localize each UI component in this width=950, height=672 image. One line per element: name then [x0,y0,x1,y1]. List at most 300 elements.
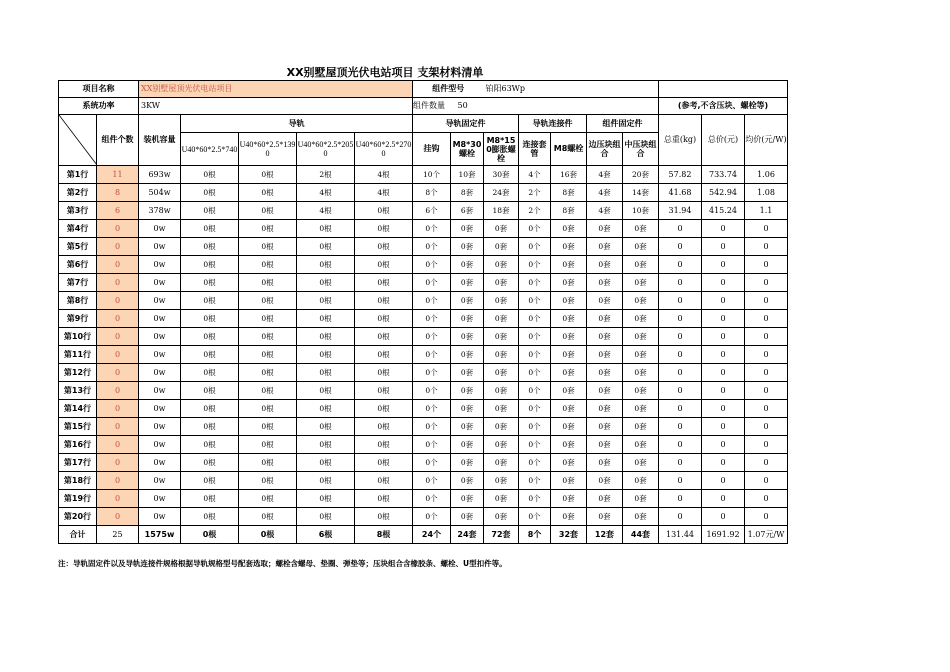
cell-rail-1390: 0根 [239,346,297,364]
cell-weight: 0 [659,274,702,292]
cell-edge-clamp: 0套 [587,256,623,274]
cell-m8-bolt: 0套 [551,238,587,256]
header-m8-bolt: M8螺栓 [551,133,587,166]
cell-rail-740: 0根 [181,202,239,220]
row-label: 第18行 [59,472,97,490]
info-blank-cell [659,81,788,98]
cell-mid-clamp: 14套 [623,184,659,202]
cell-total-price: 0 [702,382,745,400]
cell-rail-2700: 0根 [355,346,413,364]
cell-rail-1390: 0根 [239,274,297,292]
cell-m8-bolt: 0套 [551,382,587,400]
cell-total-price: 0 [702,220,745,238]
cell-capacity: 0w [139,508,181,526]
cell-count[interactable]: 0 [97,364,139,382]
cell-edge-clamp: 0套 [587,328,623,346]
cell-rail-2700: 0根 [355,418,413,436]
cell-count[interactable]: 0 [97,346,139,364]
cell-mid-clamp: 0套 [623,454,659,472]
cell-weight: 0 [659,418,702,436]
header-group-rail-fix: 导轨固定件 [413,115,519,133]
cell-sleeve: 0个 [519,292,551,310]
cell-m8-bolt: 0套 [551,310,587,328]
cell-total-price: 0 [702,490,745,508]
cell-hook: 0个 [413,292,451,310]
cell-total-price: 0 [702,418,745,436]
cell-total-price: 0 [702,328,745,346]
cell-capacity: 0w [139,346,181,364]
cell-total-price: 415.24 [702,202,745,220]
cell-rail-2700: 0根 [355,292,413,310]
cell-hook: 0个 [413,490,451,508]
cell-sleeve: 0个 [519,400,551,418]
cell-m8x30: 0套 [451,238,484,256]
cell-sleeve: 2个 [519,202,551,220]
cell-total-price: 0 [702,346,745,364]
cell-rail-2700: 0根 [355,436,413,454]
cell-rail-1390: 0根 [239,292,297,310]
cell-unit-price: 0 [745,346,788,364]
cell-unit-price: 1.1 [745,202,788,220]
cell-count[interactable]: 0 [97,328,139,346]
cell-capacity: 0w [139,418,181,436]
cell-edge-clamp: 0套 [587,472,623,490]
cell-m8x150: 0套 [484,220,519,238]
row-label: 第19行 [59,490,97,508]
cell-m8-bolt: 0套 [551,346,587,364]
cell-count[interactable]: 0 [97,490,139,508]
cell-m8x150: 0套 [484,400,519,418]
cell-weight: 0 [659,346,702,364]
cell-count: 25 [97,526,139,544]
cell-mid-clamp: 10套 [623,202,659,220]
cell-weight: 0 [659,382,702,400]
cell-rail-2050: 4根 [297,202,355,220]
header-rail-1390: U40*60*2.5*1390 [239,133,297,166]
header-group-module-fix: 组件固定件 [587,115,659,133]
cell-mid-clamp: 0套 [623,508,659,526]
table-row [59,508,788,526]
cell-capacity: 0w [139,490,181,508]
cell-rail-1390: 0根 [239,472,297,490]
table-row [59,472,788,490]
cell-rail-2700: 0根 [355,364,413,382]
cell-count[interactable]: 0 [97,418,139,436]
cell-edge-clamp: 4套 [587,166,623,184]
cell-count[interactable]: 11 [97,166,139,184]
cell-rail-2050: 0根 [297,220,355,238]
cell-mid-clamp: 0套 [623,400,659,418]
cell-edge-clamp: 0套 [587,220,623,238]
cell-m8-bolt: 0套 [551,274,587,292]
cell-sleeve: 0个 [519,382,551,400]
cell-hook: 10个 [413,166,451,184]
cell-rail-740: 0根 [181,472,239,490]
cell-count[interactable]: 0 [97,310,139,328]
cell-rail-2050: 0根 [297,274,355,292]
cell-count[interactable]: 0 [97,472,139,490]
cell-rail-740: 0根 [181,400,239,418]
cell-weight: 0 [659,490,702,508]
cell-weight: 0 [659,328,702,346]
cell-m8-bolt: 8套 [551,202,587,220]
cell-rail-2050: 0根 [297,310,355,328]
cell-mid-clamp: 0套 [623,490,659,508]
cell-total-price: 0 [702,508,745,526]
cell-rail-2700: 0根 [355,508,413,526]
cell-mid-clamp: 0套 [623,418,659,436]
table-row [59,454,788,472]
cell-count[interactable]: 0 [97,454,139,472]
cell-weight: 0 [659,436,702,454]
diagonal-corner-cell [59,115,97,166]
cell-rail-740: 0根 [181,490,239,508]
cell-mid-clamp: 0套 [623,382,659,400]
cell-rail-2700: 0根 [355,472,413,490]
cell-total-price: 0 [702,238,745,256]
cell-edge-clamp: 0套 [587,454,623,472]
cell-weight: 0 [659,256,702,274]
cell-unit-price: 0 [745,292,788,310]
cell-m8x150: 0套 [484,454,519,472]
table-row [59,184,788,202]
cell-count[interactable]: 0 [97,436,139,454]
row-label: 第3行 [59,202,97,220]
module-type-value[interactable]: 铂阳63Wp [484,81,659,98]
cell-rail-1390: 0根 [239,220,297,238]
row-label: 第5行 [59,238,97,256]
cell-count[interactable]: 8 [97,184,139,202]
cell-rail-1390: 0根 [239,418,297,436]
cell-rail-2050: 6根 [297,526,355,544]
cell-rail-2050: 0根 [297,292,355,310]
info-row-system [59,98,788,115]
cell-hook: 0个 [413,436,451,454]
cell-edge-clamp: 0套 [587,346,623,364]
row-label: 第8行 [59,292,97,310]
cell-unit-price: 0 [745,382,788,400]
cell-m8x30: 0套 [451,454,484,472]
cell-m8x30: 0套 [451,256,484,274]
reference-note: (参考,不含压块、螺栓等) [659,98,788,115]
cell-rail-740: 0根 [181,382,239,400]
row-label: 第17行 [59,454,97,472]
header-weight: 总重(kg) [659,115,702,166]
cell-rail-1390: 0根 [239,454,297,472]
cell-m8x30: 0套 [451,382,484,400]
cell-count[interactable]: 0 [97,256,139,274]
cell-edge-clamp: 0套 [587,274,623,292]
cell-unit-price: 0 [745,238,788,256]
cell-edge-clamp: 0套 [587,292,623,310]
cell-rail-1390: 0根 [239,184,297,202]
header-group-rail: 导轨 [181,115,413,133]
row-label: 第2行 [59,184,97,202]
cell-sleeve: 0个 [519,220,551,238]
cell-rail-740: 0根 [181,364,239,382]
table-row [59,202,788,220]
cell-rail-740: 0根 [181,346,239,364]
cell-rail-2050: 0根 [297,436,355,454]
cell-hook: 0个 [413,256,451,274]
header-rail-2700: U40*60*2.5*2700 [355,133,413,166]
cell-mid-clamp: 0套 [623,274,659,292]
cell-total-price: 0 [702,292,745,310]
cell-weight: 0 [659,454,702,472]
cell-rail-2050: 0根 [297,490,355,508]
cell-hook: 24个 [413,526,451,544]
cell-sleeve: 8个 [519,526,551,544]
cell-sleeve: 0个 [519,364,551,382]
module-count-label: 组件数量 [413,101,445,110]
cell-rail-740: 0根 [181,328,239,346]
module-type-label: 组件型号 [413,81,484,98]
cell-count[interactable]: 0 [97,400,139,418]
cell-m8x30: 0套 [451,472,484,490]
table-body [59,81,788,544]
cell-edge-clamp: 0套 [587,238,623,256]
cell-edge-clamp: 4套 [587,202,623,220]
cell-hook: 0个 [413,364,451,382]
cell-rail-2700: 0根 [355,274,413,292]
materials-table [58,80,788,544]
table-row [59,256,788,274]
cell-capacity: 1575w [139,526,181,544]
cell-rail-2050: 4根 [297,184,355,202]
cell-rail-2050: 0根 [297,400,355,418]
cell-m8-bolt: 0套 [551,508,587,526]
cell-m8x150: 0套 [484,310,519,328]
cell-m8x150: 0套 [484,508,519,526]
header-edge-clamp: 边压块组合 [587,133,623,166]
cell-total-price: 1691.92 [702,526,745,544]
cell-m8x150: 18套 [484,202,519,220]
cell-unit-price: 0 [745,490,788,508]
cell-capacity: 0w [139,238,181,256]
cell-rail-2700: 0根 [355,382,413,400]
cell-rail-1390: 0根 [239,256,297,274]
row-label: 第9行 [59,310,97,328]
table-row [59,310,788,328]
cell-m8x30: 0套 [451,274,484,292]
cell-rail-2050: 0根 [297,418,355,436]
row-label: 合计 [59,526,97,544]
cell-rail-2050: 0根 [297,238,355,256]
header-row-groups [59,115,788,133]
cell-unit-price: 0 [745,256,788,274]
cell-sleeve: 0个 [519,274,551,292]
cell-m8x150: 72套 [484,526,519,544]
cell-rail-740: 0根 [181,274,239,292]
cell-hook: 0个 [413,274,451,292]
cell-unit-price: 0 [745,472,788,490]
cell-capacity: 0w [139,382,181,400]
cell-rail-2050: 2根 [297,166,355,184]
cell-edge-clamp: 0套 [587,508,623,526]
module-count-value[interactable]: 50 [457,101,468,110]
cell-weight: 41.68 [659,184,702,202]
cell-rail-740: 0根 [181,184,239,202]
cell-m8-bolt: 16套 [551,166,587,184]
cell-m8x30: 0套 [451,292,484,310]
cell-unit-price: 0 [745,436,788,454]
cell-count[interactable]: 0 [97,274,139,292]
cell-rail-740: 0根 [181,166,239,184]
cell-edge-clamp: 4套 [587,184,623,202]
cell-m8x30: 0套 [451,346,484,364]
cell-unit-price: 0 [745,310,788,328]
table-row [59,274,788,292]
cell-capacity: 0w [139,472,181,490]
cell-edge-clamp: 0套 [587,382,623,400]
cell-m8x30: 6套 [451,202,484,220]
cell-sleeve: 0个 [519,490,551,508]
cell-count[interactable]: 0 [97,238,139,256]
cell-m8-bolt: 8套 [551,184,587,202]
cell-mid-clamp: 0套 [623,328,659,346]
cell-unit-price: 0 [745,508,788,526]
module-count-cell [413,98,659,115]
row-label: 第13行 [59,382,97,400]
cell-weight: 131.44 [659,526,702,544]
row-label: 第6行 [59,256,97,274]
cell-count[interactable]: 0 [97,508,139,526]
cell-rail-2050: 0根 [297,328,355,346]
cell-m8-bolt: 0套 [551,364,587,382]
cell-rail-2700: 0根 [355,490,413,508]
cell-m8x150: 0套 [484,418,519,436]
cell-sleeve: 0个 [519,310,551,328]
cell-m8x150: 30套 [484,166,519,184]
cell-rail-1390: 0根 [239,508,297,526]
cell-total-price: 0 [702,436,745,454]
header-m8x150: M8*150膨胀螺栓 [484,133,519,166]
cell-rail-2050: 0根 [297,508,355,526]
cell-sleeve: 0个 [519,346,551,364]
cell-total-price: 0 [702,400,745,418]
row-label: 第12行 [59,364,97,382]
cell-count[interactable]: 0 [97,382,139,400]
cell-capacity: 0w [139,364,181,382]
cell-rail-740: 0根 [181,436,239,454]
footnote: 注：导轨固定件以及导轨连接件规格根据导轨规格型号配套选取；螺栓含螺母、垫圈、弹垫等；压块组合含橡胶条、螺栓、U型扣件等。 [58,559,507,568]
row-label: 第15行 [59,418,97,436]
table-row [59,346,788,364]
header-hook: 挂钩 [413,133,451,166]
cell-total-price: 0 [702,256,745,274]
cell-m8x150: 0套 [484,328,519,346]
cell-rail-2050: 0根 [297,364,355,382]
cell-m8-bolt: 0套 [551,328,587,346]
cell-capacity: 0w [139,436,181,454]
cell-weight: 0 [659,238,702,256]
cell-capacity: 0w [139,274,181,292]
row-label: 第10行 [59,328,97,346]
cell-edge-clamp: 12套 [587,526,623,544]
cell-capacity: 0w [139,292,181,310]
header-total-price: 总价(元) [702,115,745,166]
cell-hook: 0个 [413,454,451,472]
cell-hook: 0个 [413,346,451,364]
system-power-value[interactable]: 3KW [139,98,413,115]
header-capacity: 装机容量 [139,115,181,166]
cell-edge-clamp: 0套 [587,364,623,382]
cell-hook: 6个 [413,202,451,220]
cell-sleeve: 0个 [519,454,551,472]
cell-sleeve: 2个 [519,184,551,202]
cell-total-price: 0 [702,472,745,490]
cell-total-price: 0 [702,454,745,472]
cell-rail-2050: 0根 [297,472,355,490]
cell-hook: 0个 [413,328,451,346]
table-row [59,418,788,436]
cell-rail-2700: 0根 [355,328,413,346]
cell-rail-1390: 0根 [239,490,297,508]
cell-sleeve: 0个 [519,508,551,526]
cell-count[interactable]: 0 [97,292,139,310]
cell-m8x150: 0套 [484,436,519,454]
cell-m8x150: 0套 [484,382,519,400]
cell-capacity: 0w [139,400,181,418]
cell-unit-price: 1.06 [745,166,788,184]
cell-count[interactable]: 0 [97,220,139,238]
cell-rail-2700: 0根 [355,202,413,220]
cell-mid-clamp: 0套 [623,364,659,382]
cell-count[interactable]: 6 [97,202,139,220]
cell-m8x30: 0套 [451,508,484,526]
cell-rail-1390: 0根 [239,202,297,220]
cell-hook: 0个 [413,418,451,436]
cell-m8x30: 0套 [451,328,484,346]
cell-m8x150: 0套 [484,364,519,382]
cell-rail-2050: 0根 [297,346,355,364]
cell-m8-bolt: 0套 [551,256,587,274]
cell-hook: 0个 [413,472,451,490]
cell-m8x150: 24套 [484,184,519,202]
project-name-value[interactable]: XX别墅屋顶光伏电站项目 [139,81,413,98]
cell-m8-bolt: 32套 [551,526,587,544]
cell-mid-clamp: 0套 [623,292,659,310]
table-row [59,382,788,400]
cell-unit-price: 0 [745,328,788,346]
table-row [59,292,788,310]
row-label: 第4行 [59,220,97,238]
cell-m8x30: 24套 [451,526,484,544]
cell-unit-price: 1.07元/W [745,526,788,544]
cell-sleeve: 4个 [519,166,551,184]
cell-edge-clamp: 0套 [587,310,623,328]
cell-sleeve: 0个 [519,256,551,274]
cell-weight: 0 [659,400,702,418]
cell-edge-clamp: 0套 [587,490,623,508]
project-name-label: 项目名称 [59,81,139,98]
cell-weight: 0 [659,364,702,382]
cell-m8-bolt: 0套 [551,400,587,418]
cell-m8x30: 8套 [451,184,484,202]
cell-m8x150: 0套 [484,490,519,508]
cell-rail-2700: 0根 [355,256,413,274]
cell-m8x30: 0套 [451,364,484,382]
cell-m8-bolt: 0套 [551,490,587,508]
cell-m8-bolt: 0套 [551,220,587,238]
cell-hook: 8个 [413,184,451,202]
cell-rail-740: 0根 [181,220,239,238]
cell-m8x150: 0套 [484,472,519,490]
header-count: 组件个数 [97,115,139,166]
cell-rail-1390: 0根 [239,364,297,382]
cell-capacity: 378w [139,202,181,220]
cell-rail-1390: 0根 [239,238,297,256]
